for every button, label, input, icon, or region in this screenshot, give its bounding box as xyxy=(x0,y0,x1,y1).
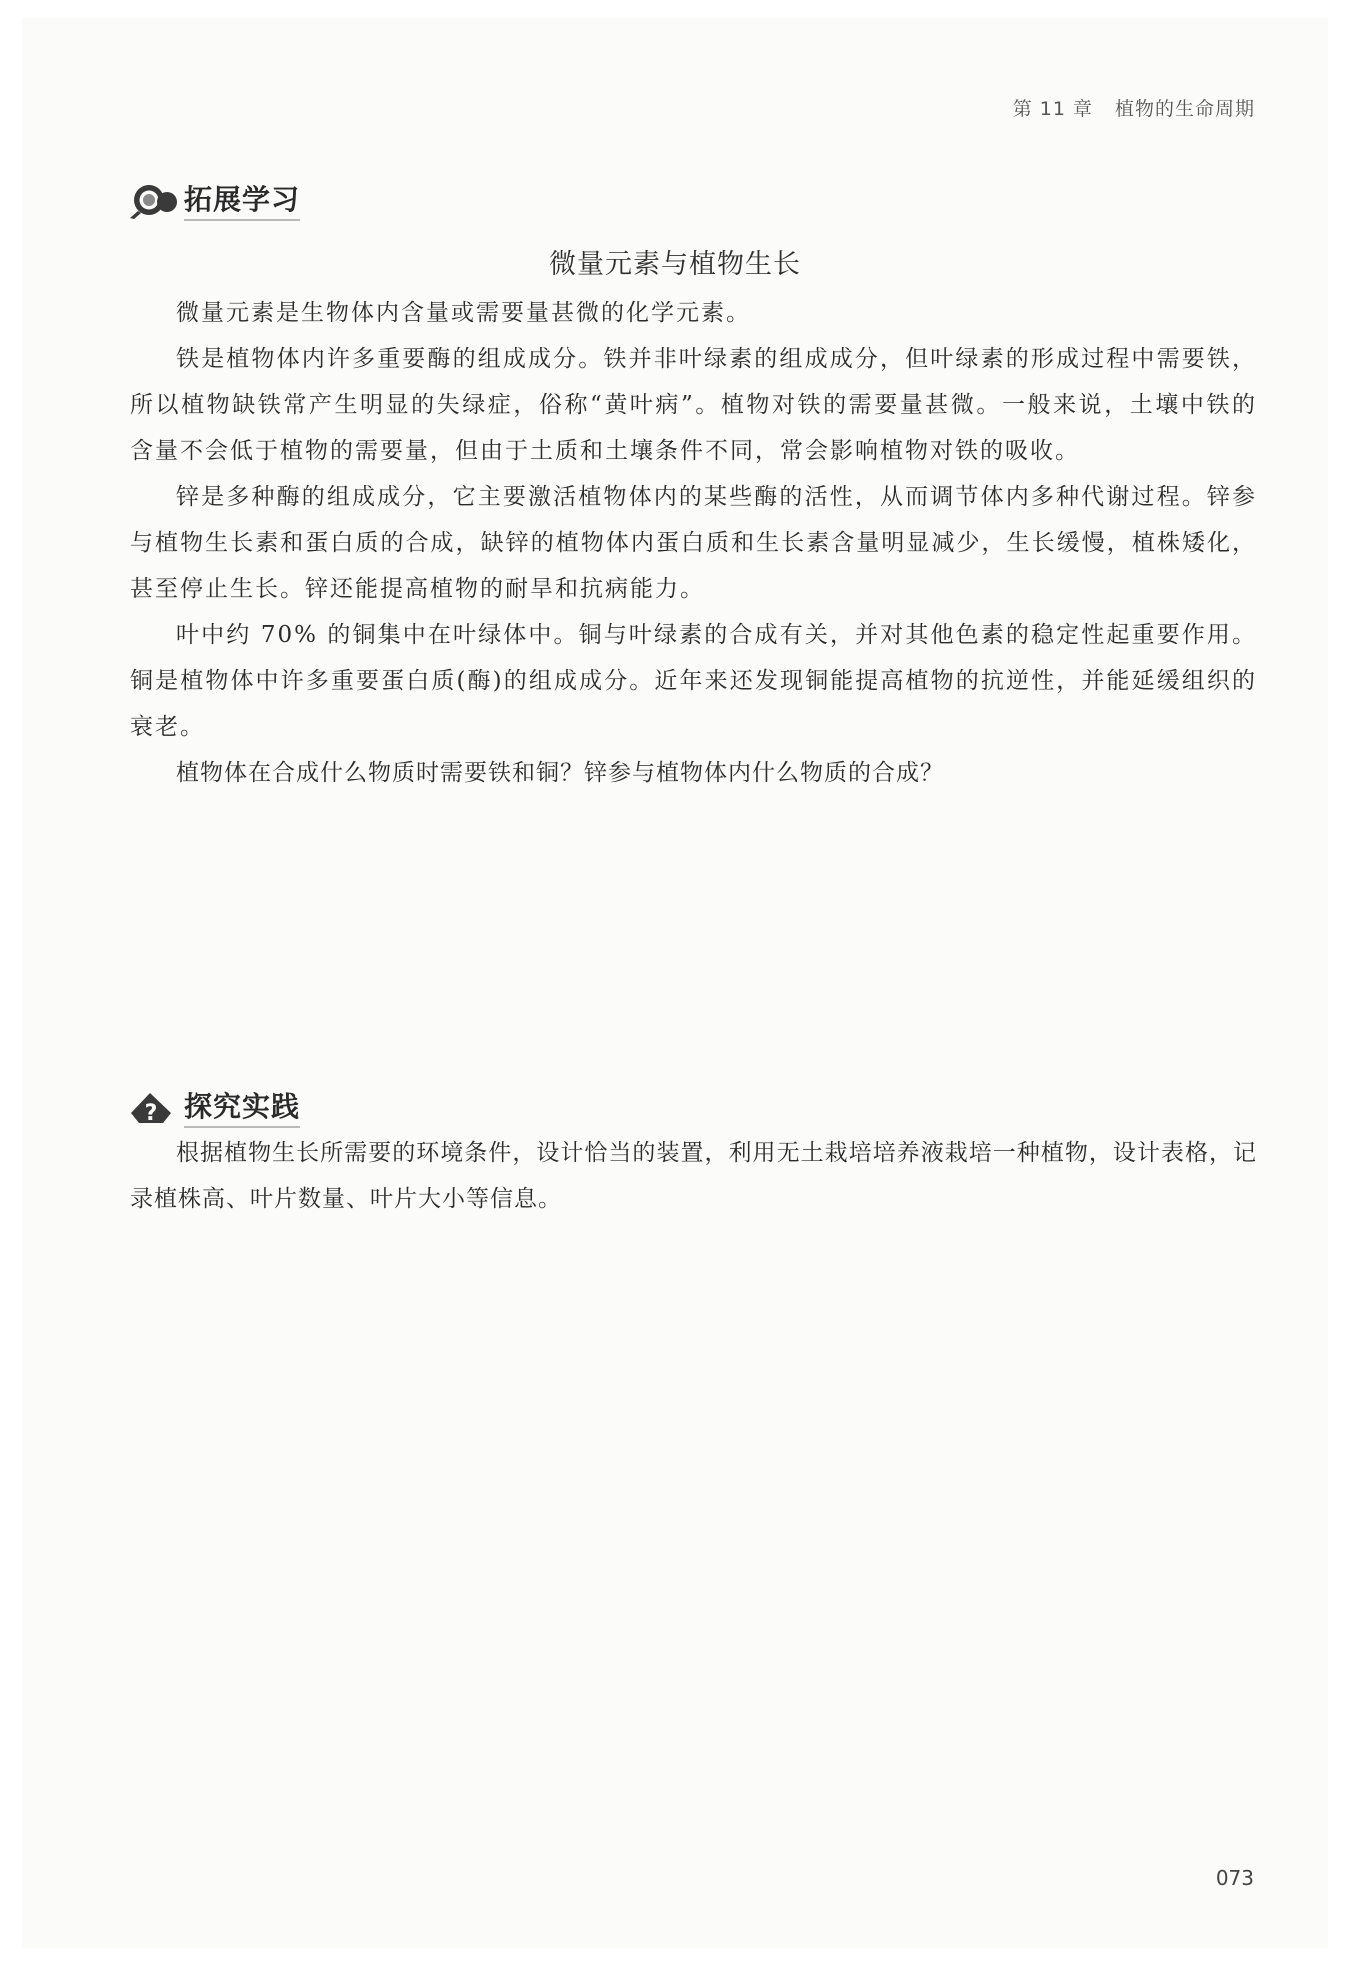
extended-learning-heading xyxy=(128,178,300,221)
paragraph-zinc: 锌是多种酶的组成成分，它主要激活植物体内的某些酶的活性，从而调节体内多种代谢过程。锌参与植物生长素和蛋白质的合成，缺锌的植物体内蛋白质和生长素含量明显减少，生长缓慢，植株矮化，甚至停止生长。锌还能提高植物的耐旱和抗病能力。 xyxy=(130,484,1257,602)
inquiry-practice-title: 探究实践 xyxy=(184,1085,300,1128)
paragraph-definition: 微量元素是生物体内含量或需要量甚微的化学元素。 xyxy=(176,300,751,326)
article-body xyxy=(130,290,1257,796)
practice-text: 根据植物生长所需要的环境条件，设计恰当的装置，利用无土栽培培养液栽培一种植物，设计表格，记录植株高、叶片数量、叶片大小等信息。 xyxy=(130,1140,1257,1212)
paragraph-iron: 铁是植物体内许多重要酶的组成成分。铁并非叶绿素的组成成分，但叶绿素的形成过程中需要铁，所以植物缺铁常产生明显的失绿症，俗称“黄叶病”。植物对铁的需要量甚微。一般来说，土壤中铁的含量不会低于植物的需要量，但由于土质和土壤条件不同，常会影响植物对铁的吸收。 xyxy=(130,346,1257,464)
chapter-title: 植物的生命周期 xyxy=(1114,98,1255,120)
extended-learning-title: 拓展学习 xyxy=(184,178,300,221)
running-header xyxy=(1013,94,1255,121)
paragraph-copper: 叶中约 70% 的铜集中在叶绿体中。铜与叶绿素的合成有关，并对其他色素的稳定性起重要作用。铜是植物体中许多重要蛋白质(酶)的组成成分。近年来还发现铜能提高植物的抗逆性，并能延缓组织的衰老。 xyxy=(130,622,1257,740)
svg-text:?: ? xyxy=(144,1100,158,1126)
practice-body xyxy=(130,1130,1257,1222)
chapter-number: 第 11 章 xyxy=(1012,98,1093,120)
article-title: 微量元素与植物生长 xyxy=(549,249,801,280)
review-question: 植物体在合成什么物质时需要铁和铜？锌参与植物体内什么物质的合成？ xyxy=(176,760,944,786)
question-mark-icon xyxy=(128,1087,178,1127)
magnifier-icon xyxy=(128,180,178,220)
page-number: 073 xyxy=(1215,1866,1254,1890)
inquiry-practice-heading xyxy=(128,1085,300,1128)
